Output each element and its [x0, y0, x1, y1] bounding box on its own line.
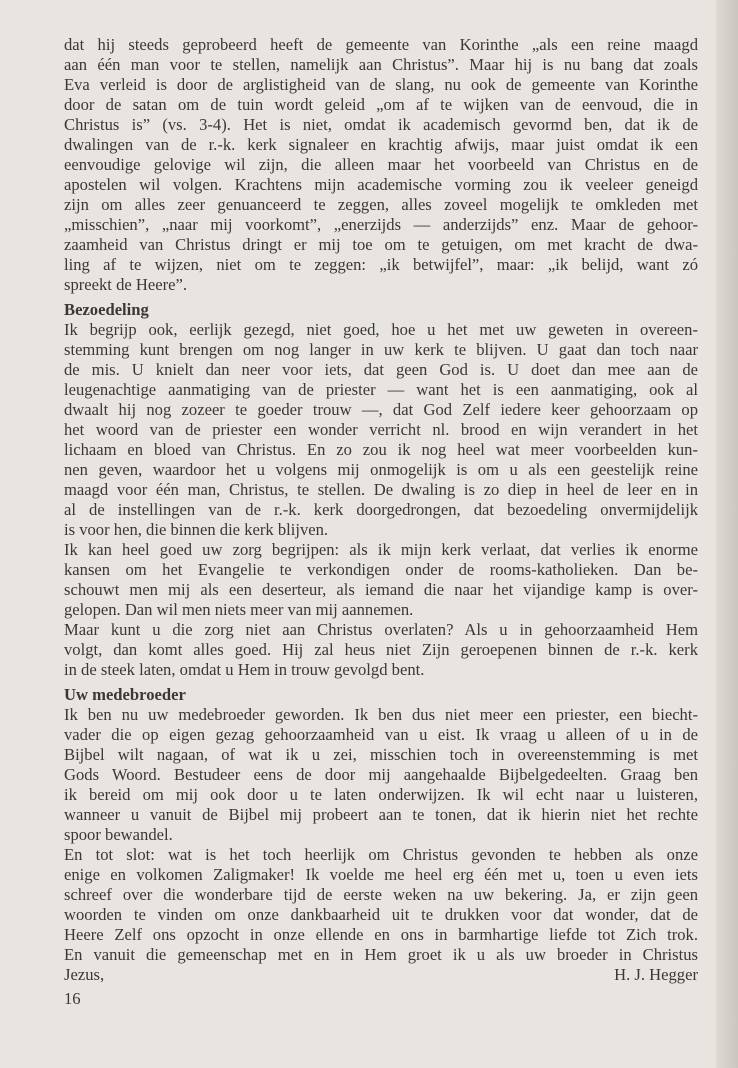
text-line: de mis. U knielt dan neer voor iets, dat geen God is. U doet dan mee aan de	[64, 360, 698, 379]
paragraph	[64, 620, 698, 680]
text-line: spreekt de Heere”.	[64, 275, 187, 294]
text-line: wanneer u vanuit de Bijbel mij probeert aan te tonen, dat ik hierin niet het rechte	[64, 805, 698, 824]
text-line: schouwt men mij als een deserteur, als iemand die naar het vijandige kamp is over-	[64, 580, 698, 599]
text-line: „misschien”, „naar mij voorkomt”, „enerzijds — anderzijds” enz. Maar de gehoor-	[64, 215, 698, 234]
text-line: zaamheid van Christus dringt er mij toe om te getuigen, om met kracht de dwa-	[64, 235, 698, 254]
section	[64, 685, 698, 965]
text-line: Heere Zelf ons opzocht in onze ellende en ons in barmhartige liefde tot Zich trok.	[64, 925, 698, 944]
paragraph	[64, 35, 698, 295]
text-line: Gods Woord. Bestudeer eens de door mij aangehaalde Bijbelgedeelten. Graag ben	[64, 765, 698, 784]
text-line: ling af te wijzen, niet om te zeggen: „ik betwijfel”, maar: „ik belijd, want zó	[64, 255, 698, 274]
text-line: schreef over die wonderbare tijd de eerste weken na uw bekering. Ja, er zijn geen	[64, 885, 698, 904]
text-line: apostelen wil volgen. Krachtens mijn academische vorming zou ik veeleer geneigd	[64, 175, 698, 194]
section	[64, 35, 698, 295]
text-line: het woord van de priester een wonder verricht nl. brood en wijn verandert in het	[64, 420, 698, 439]
section-heading: Uw medebroeder	[64, 685, 186, 704]
text-line: is voor hen, die binnen die kerk blijven.	[64, 520, 329, 539]
section	[64, 300, 698, 680]
text-line: En tot slot: wat is het toch heerlijk om Christus gevonden te hebben als onze	[64, 845, 698, 864]
paragraph	[64, 705, 698, 845]
text-line: zijn om alles zeer genuanceerd te zeggen, alles zoveel mogelijk te omkleden met	[64, 195, 698, 214]
text-line: Ik kan heel goed uw zorg begrijpen: als ik mijn kerk verlaat, dat verlies ik enorme	[64, 540, 698, 559]
closing-line	[64, 965, 698, 985]
text-line: gelopen. Dan wil men niets meer van mij aannemen.	[64, 600, 414, 619]
text-line: kansen om het Evangelie te verkondigen onder de rooms-katholieken. Dan be-	[64, 560, 698, 579]
signature: H. J. Hegger	[614, 965, 698, 984]
page-number: 16	[64, 989, 81, 1008]
paragraph	[64, 540, 698, 620]
text-line: volgt, dan komt alles goed. Hij zal heus niet Zijn geroepenen binnen de r.-k. kerk	[64, 640, 698, 659]
text-line: Christus is” (vs. 3-4). Het is niet, omdat ik academisch gevormd ben, dat ik de	[64, 115, 698, 134]
text-line: spoor bewandel.	[64, 825, 173, 844]
text-line: dwaalt hij nog zozeer te goeder trouw —, dat God Zelf iedere keer gehoorzaam op	[64, 400, 698, 419]
text-line: En vanuit die gemeenschap met en in Hem groet ik u als uw broeder in Christus	[64, 945, 698, 964]
paragraph	[64, 845, 698, 965]
text-line: dwalingen van de r.-k. kerk signaleer en krachtig afwijs, maar juist omdat ik een	[64, 135, 698, 154]
text-line: in de steek laten, omdat u Hem in trouw gevolgd bent.	[64, 660, 425, 679]
text-line: nen geven, waardoor het u volgens mij onmogelijk is om u als een geestelijk reine	[64, 460, 698, 479]
text-line: al de instellingen van de r.-k. kerk doorgedrongen, dat bezoedeling onvermijdelijk	[64, 500, 698, 519]
text-line: leugenachtige aanmatiging van de priester — want het is een aanmatiging, ook al	[64, 380, 698, 399]
text-line: lichaam en bloed van Christus. En zo zou ik nog heel wat meer voorbeelden kun-	[64, 440, 698, 459]
text-line: eenvoudige gelovige wil zijn, die alleen maar het voorbeeld van Christus en de	[64, 155, 698, 174]
text-line: vader die op eigen gezag gehoorzaamheid van u eist. Ik vraag u alleen of u in de	[64, 725, 698, 744]
page-edge-shadow	[716, 0, 738, 1068]
closing-text: Jezus,	[64, 965, 105, 984]
text-line: woorden te vinden om onze dankbaarheid uit te drukken voor dat wonder, dat de	[64, 905, 698, 924]
text-line: Ik begrijp ook, eerlijk gezegd, niet goed, hoe u het met uw geweten in overeen-	[64, 320, 698, 339]
text-line: maagd voor één man, Christus, te stellen. De dwaling is zo diep in heel de leer en in	[64, 480, 698, 499]
text-line: ik bereid om mij ook door u te laten onderwijzen. Ik wil echt naar u luisteren,	[64, 785, 698, 804]
text-line: dat hij steeds geprobeerd heeft de gemeente van Korinthe „als een reine maagd	[64, 35, 698, 54]
text-line: Maar kunt u die zorg niet aan Christus overlaten? Als u in gehoorzaamheid Hem	[64, 620, 698, 639]
text-line: Ik ben nu uw medebroeder geworden. Ik ben dus niet meer een priester, een biecht-	[64, 705, 698, 724]
body-text	[64, 35, 698, 965]
paragraph	[64, 320, 698, 540]
section-heading: Bezoedeling	[64, 300, 149, 319]
text-line: Eva verleid is door de arglistigheid van de slang, nu ook de gemeente van Korinthe	[64, 75, 698, 94]
text-line: aan één man voor te stellen, namelijk aan Christus”. Maar hij is nu bang dat zoals	[64, 55, 698, 74]
document-page	[64, 35, 698, 1009]
text-line: enige en volkomen Zaligmaker! Ik voelde me heel erg één met u, toen u even iets	[64, 865, 698, 884]
text-line: stemming kunt brengen om nog langer in uw kerk te blijven. U gaat dan toch naar	[64, 340, 698, 359]
text-line: door de satan om de tuin wordt geleid „om af te wijken van de eenvoud, die in	[64, 95, 698, 114]
text-line: Bijbel wilt nagaan, of wat ik u zei, misschien toch in overeenstemming is met	[64, 745, 698, 764]
